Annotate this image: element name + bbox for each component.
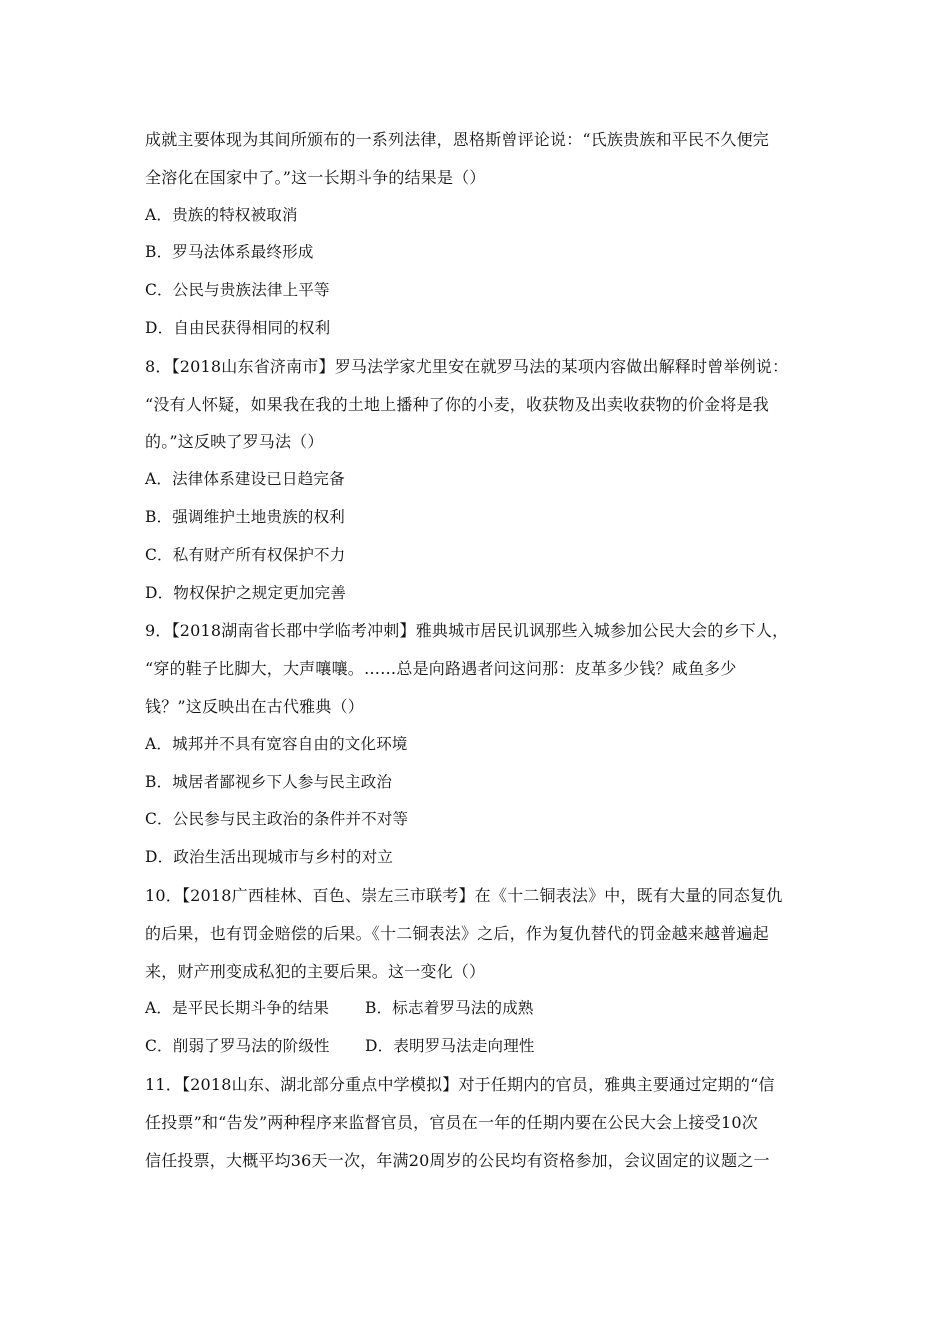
q8-stem-line-1: 8．【2018山东省济南市】罗马法学家尤里安在就罗马法的某项内容做出解释时曾举例说：: [145, 356, 789, 376]
q11-stem-line-1: 11．【2018山东、湖北部分重点中学模拟】对于任期内的官员，雅典主要通过定期的“信: [145, 1074, 775, 1094]
q10-option-b: B．标志着罗马法的成熟: [365, 999, 534, 1018]
q9-stem-line-2: “穿的鞋子比脚大，大声嚷嚷。……总是向路遇者问这问那：皮革多少钱？咸鱼多少: [145, 659, 737, 679]
q9-option-d: D．政治生活出现城市与乡村的对立: [145, 848, 394, 867]
q9-option-c: C．公民参与民主政治的条件并不对等: [145, 810, 409, 829]
q9-option-a: A．城邦并不具有宽容自由的文化环境: [145, 734, 408, 753]
q10-option-c: C．削弱了罗马法的阶级性: [145, 1037, 330, 1056]
q7-stem-line-1: 成就主要体现为其间所颁布的一系列法律，恩格斯曾评论说：“氏族贵族和平民不久便完: [145, 130, 769, 149]
q10-stem-line-3: 来，财产刑变成私犯的主要后果。这一变化（）: [145, 961, 486, 981]
q11-stem-line-3: 信任投票，大概平均36天一次，年满20周岁的公民均有资格参加，会议固定的议题之一: [145, 1150, 770, 1170]
q9-stem-line-1: 9．【2018湖南省长郡中学临考冲刺】雅典城市居民讥讽那些入城参加公民大会的乡下人，: [145, 621, 789, 641]
q10-stem-line-2: 的后果，也有罚金赔偿的后果。《十二铜表法》之后，作为复仇替代的罚金越来越普遍起: [145, 923, 769, 943]
q7-option-d: D．自由民获得相同的权利: [145, 318, 331, 337]
q8-option-b: B．强调维护土地贵族的权利: [145, 507, 345, 526]
q7-option-a: A．贵族的特权被取消: [145, 205, 298, 224]
q10-option-d: D．表明罗马法走向理性: [365, 1037, 535, 1056]
q8-option-d: D．物权保护之规定更加完善: [145, 583, 347, 602]
document-body: [145, 121, 815, 1179]
q10-stem-line-1: 10．【2018广西桂林、百色、崇左三市联考】在《十二铜表法》中，既有大量的同态复仇: [145, 885, 783, 905]
q8-option-c: C．私有财产所有权保护不力: [145, 545, 346, 564]
q9-stem-line-3: 钱？”这反映出在古代雅典（）: [145, 696, 364, 716]
q11-stem-line-2: 任投票”和“告发”两种程序来监督官员，官员在一年的任期内要在公民大会上接受10次: [145, 1112, 758, 1132]
q8-option-a: A．法律体系建设已日趋完备: [145, 470, 345, 489]
q10-options-row-2: [145, 1028, 815, 1066]
q8-stem-line-3: 的。”这反映了罗马法（）: [145, 432, 324, 452]
q7-option-b: B．罗马法体系最终形成: [145, 243, 314, 262]
q10-options-row-1: [145, 990, 815, 1028]
q8-stem-line-2: “没有人怀疑，如果我在我的土地上播种了你的小麦，收获物及出卖收获物的价金将是我: [145, 394, 769, 414]
q7-option-c: C．公民与贵族法律上平等: [145, 281, 330, 300]
q10-option-a: A．是平民长期斗争的结果: [145, 999, 330, 1018]
q7-stem-line-2: 全溶化在国家中了。”这一长期斗争的结果是（）: [145, 167, 486, 187]
q9-option-b: B．城居者鄙视乡下人参与民主政治: [145, 772, 393, 791]
